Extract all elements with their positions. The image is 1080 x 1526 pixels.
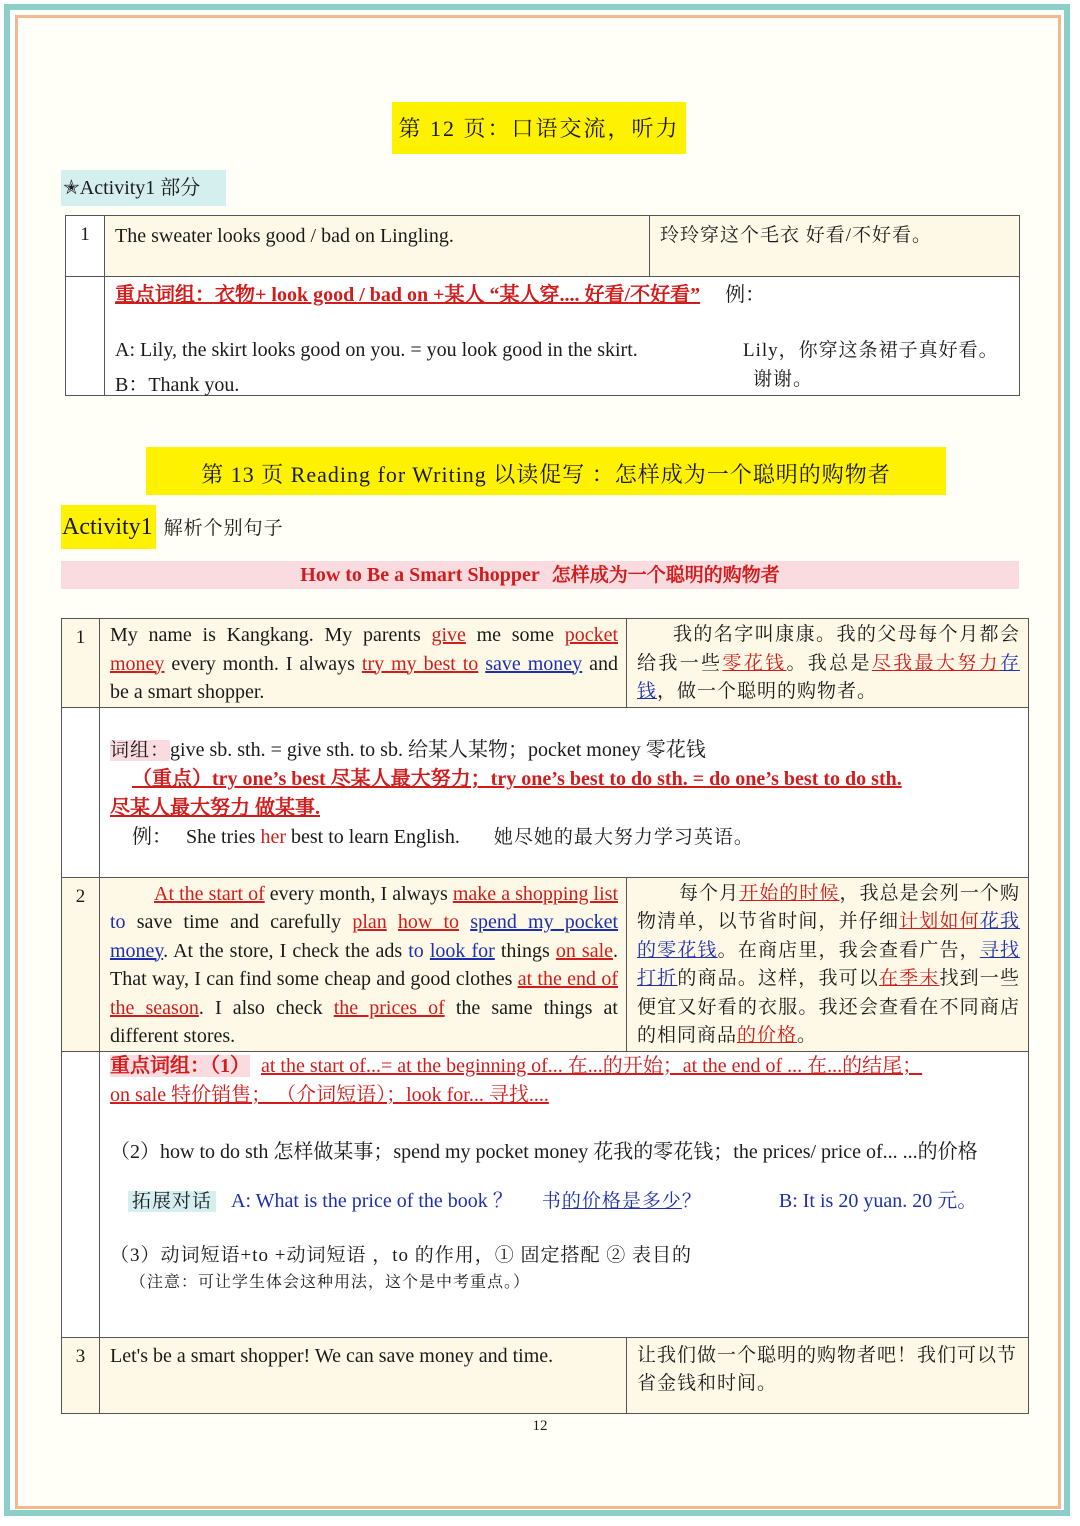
extended-dialog: 拓展对话 A: What is the price of the book ？ 书的价格是多少？ B: It is 20 yuan. 20 元。 — [110, 1186, 1020, 1217]
section-12-title: 第 12 页：口语交流，听力 — [392, 102, 686, 154]
table-row — [62, 619, 1029, 708]
activity1-heading — [61, 505, 284, 549]
dialog-a-en: A: Lily, the skirt looks good on you. = you look good in the skirt. — [115, 339, 638, 361]
phrase-notes: 词组：give sb. sth. = give sth. to sb. 给某人某物；pocket money 零花钱 （重点）try one’s best 尽某人最大努力；try one’s best to do sth. = do one’s best to do sth. 尽某人最大努力 做某事. 例： She tries her best to learn English. 她尽她的最大努力学习英语。 — [100, 707, 1029, 877]
activity1-label: ✭Activity1 部分 — [61, 170, 226, 206]
sentence-zh: 我的名字叫康康。我的父母每个月都会给我一些零花钱。我总是尽我最大努力存钱，做一个聪明的购物者。 — [627, 619, 1029, 708]
sentence-en: Let's be a smart shopper! We can save money and time. — [100, 1337, 627, 1413]
phrase-notes — [105, 277, 1020, 396]
row-number: 1 — [66, 216, 105, 277]
dialog-b-zh: 谢谢。 — [753, 369, 814, 390]
article-title: How to Be a Smart Shopper 怎样成为一个聪明的购物者 — [61, 561, 1019, 589]
example-label: 例： — [725, 284, 766, 306]
activity1-label-13: Activity1 — [61, 505, 156, 549]
row-number: 2 — [62, 877, 100, 1051]
key-phrase: （重点）try one’s best 尽某人最大努力；try one’s best to do sth. = do one’s best to do sth. — [132, 768, 902, 790]
activity1-note: 解析个别句子 — [163, 518, 284, 539]
activity1-table — [65, 215, 1020, 396]
section-13-title: 第 13 页 Reading for Writing 以读促写 ：怎样成为一个聪明的购物者 — [146, 447, 946, 495]
page-number: 12 — [532, 1418, 548, 1434]
phrase-label: 词组： — [110, 739, 171, 761]
sentence-zh: 每个月开始的时候，我总是会列一个购物清单，以节省时间，并仔细计划如何花我的零花钱。在商店里，我会查看广告，寻找打折的商品。这样，我可以在季末找到一些便宜又好看的衣服。我还会查看在不同商店的相同商品的价格。 — [627, 877, 1029, 1051]
row-number: 1 — [62, 619, 100, 708]
phrase-notes: 重点词组：（1） at the start of...= at the beginning of... 在...的开始；at the end of ... 在...的结尾； on sale 特价销售； （介词短语）；look for... 寻找.... （2）how to do sth 怎样做某事；spend my pocket money 花我的零花钱；the prices/ price of... ...的价格 拓展对话 A: What is the price of the book ？ 书的价格是多少？ B: It is 20 yuan. 20 元。 （3）动词短语+to +动词短语 ，to 的作用，① 固定搭配 ② 表目的 （注意：可让学生体会这种用法，这个是中考重点。） — [100, 1051, 1029, 1337]
sentence-zh: 让我们做一个聪明的购物者吧！我们可以节省金钱和时间。 — [627, 1337, 1029, 1413]
key-phrase-cont: 尽某人最大努力 做某事. — [110, 797, 320, 819]
sentence-en: The sweater looks good / bad on Lingling. — [105, 216, 650, 277]
dialog-b-en: B：Thank you. — [115, 374, 240, 396]
row-number: 3 — [62, 1337, 100, 1413]
sentence-zh: 玲玲穿这个毛衣 好看/不好看。 — [650, 216, 1020, 277]
key-phrase: 重点词组：衣物+ look good / bad on +某人 “某人穿.... 好看/不好看” — [115, 284, 701, 306]
phrase-label: 重点词组：（1） — [110, 1054, 250, 1077]
reading-table — [61, 618, 1029, 1414]
sentence-en: At the start of every month, I always make a shopping list to save time and carefully plan how to spend my pocket money. At the store, I check the ads to look for things on sale. That way, I can find some cheap and good clothes at the end of the season. I also check the prices of the same things at different stores. — [100, 877, 627, 1051]
table-row — [62, 877, 1029, 1051]
sentence-en: My name is Kangkang. My parents give me some pocket money every month. I always try my best to save money and be a smart shopper. — [100, 619, 627, 708]
dialog-a-zh: Lily，你穿这条裙子真好看。 — [743, 340, 999, 361]
table-row — [62, 1337, 1029, 1413]
example-sentence: 例： She tries her best to learn English. 她尽她的最大努力学习英语。 — [132, 826, 754, 848]
